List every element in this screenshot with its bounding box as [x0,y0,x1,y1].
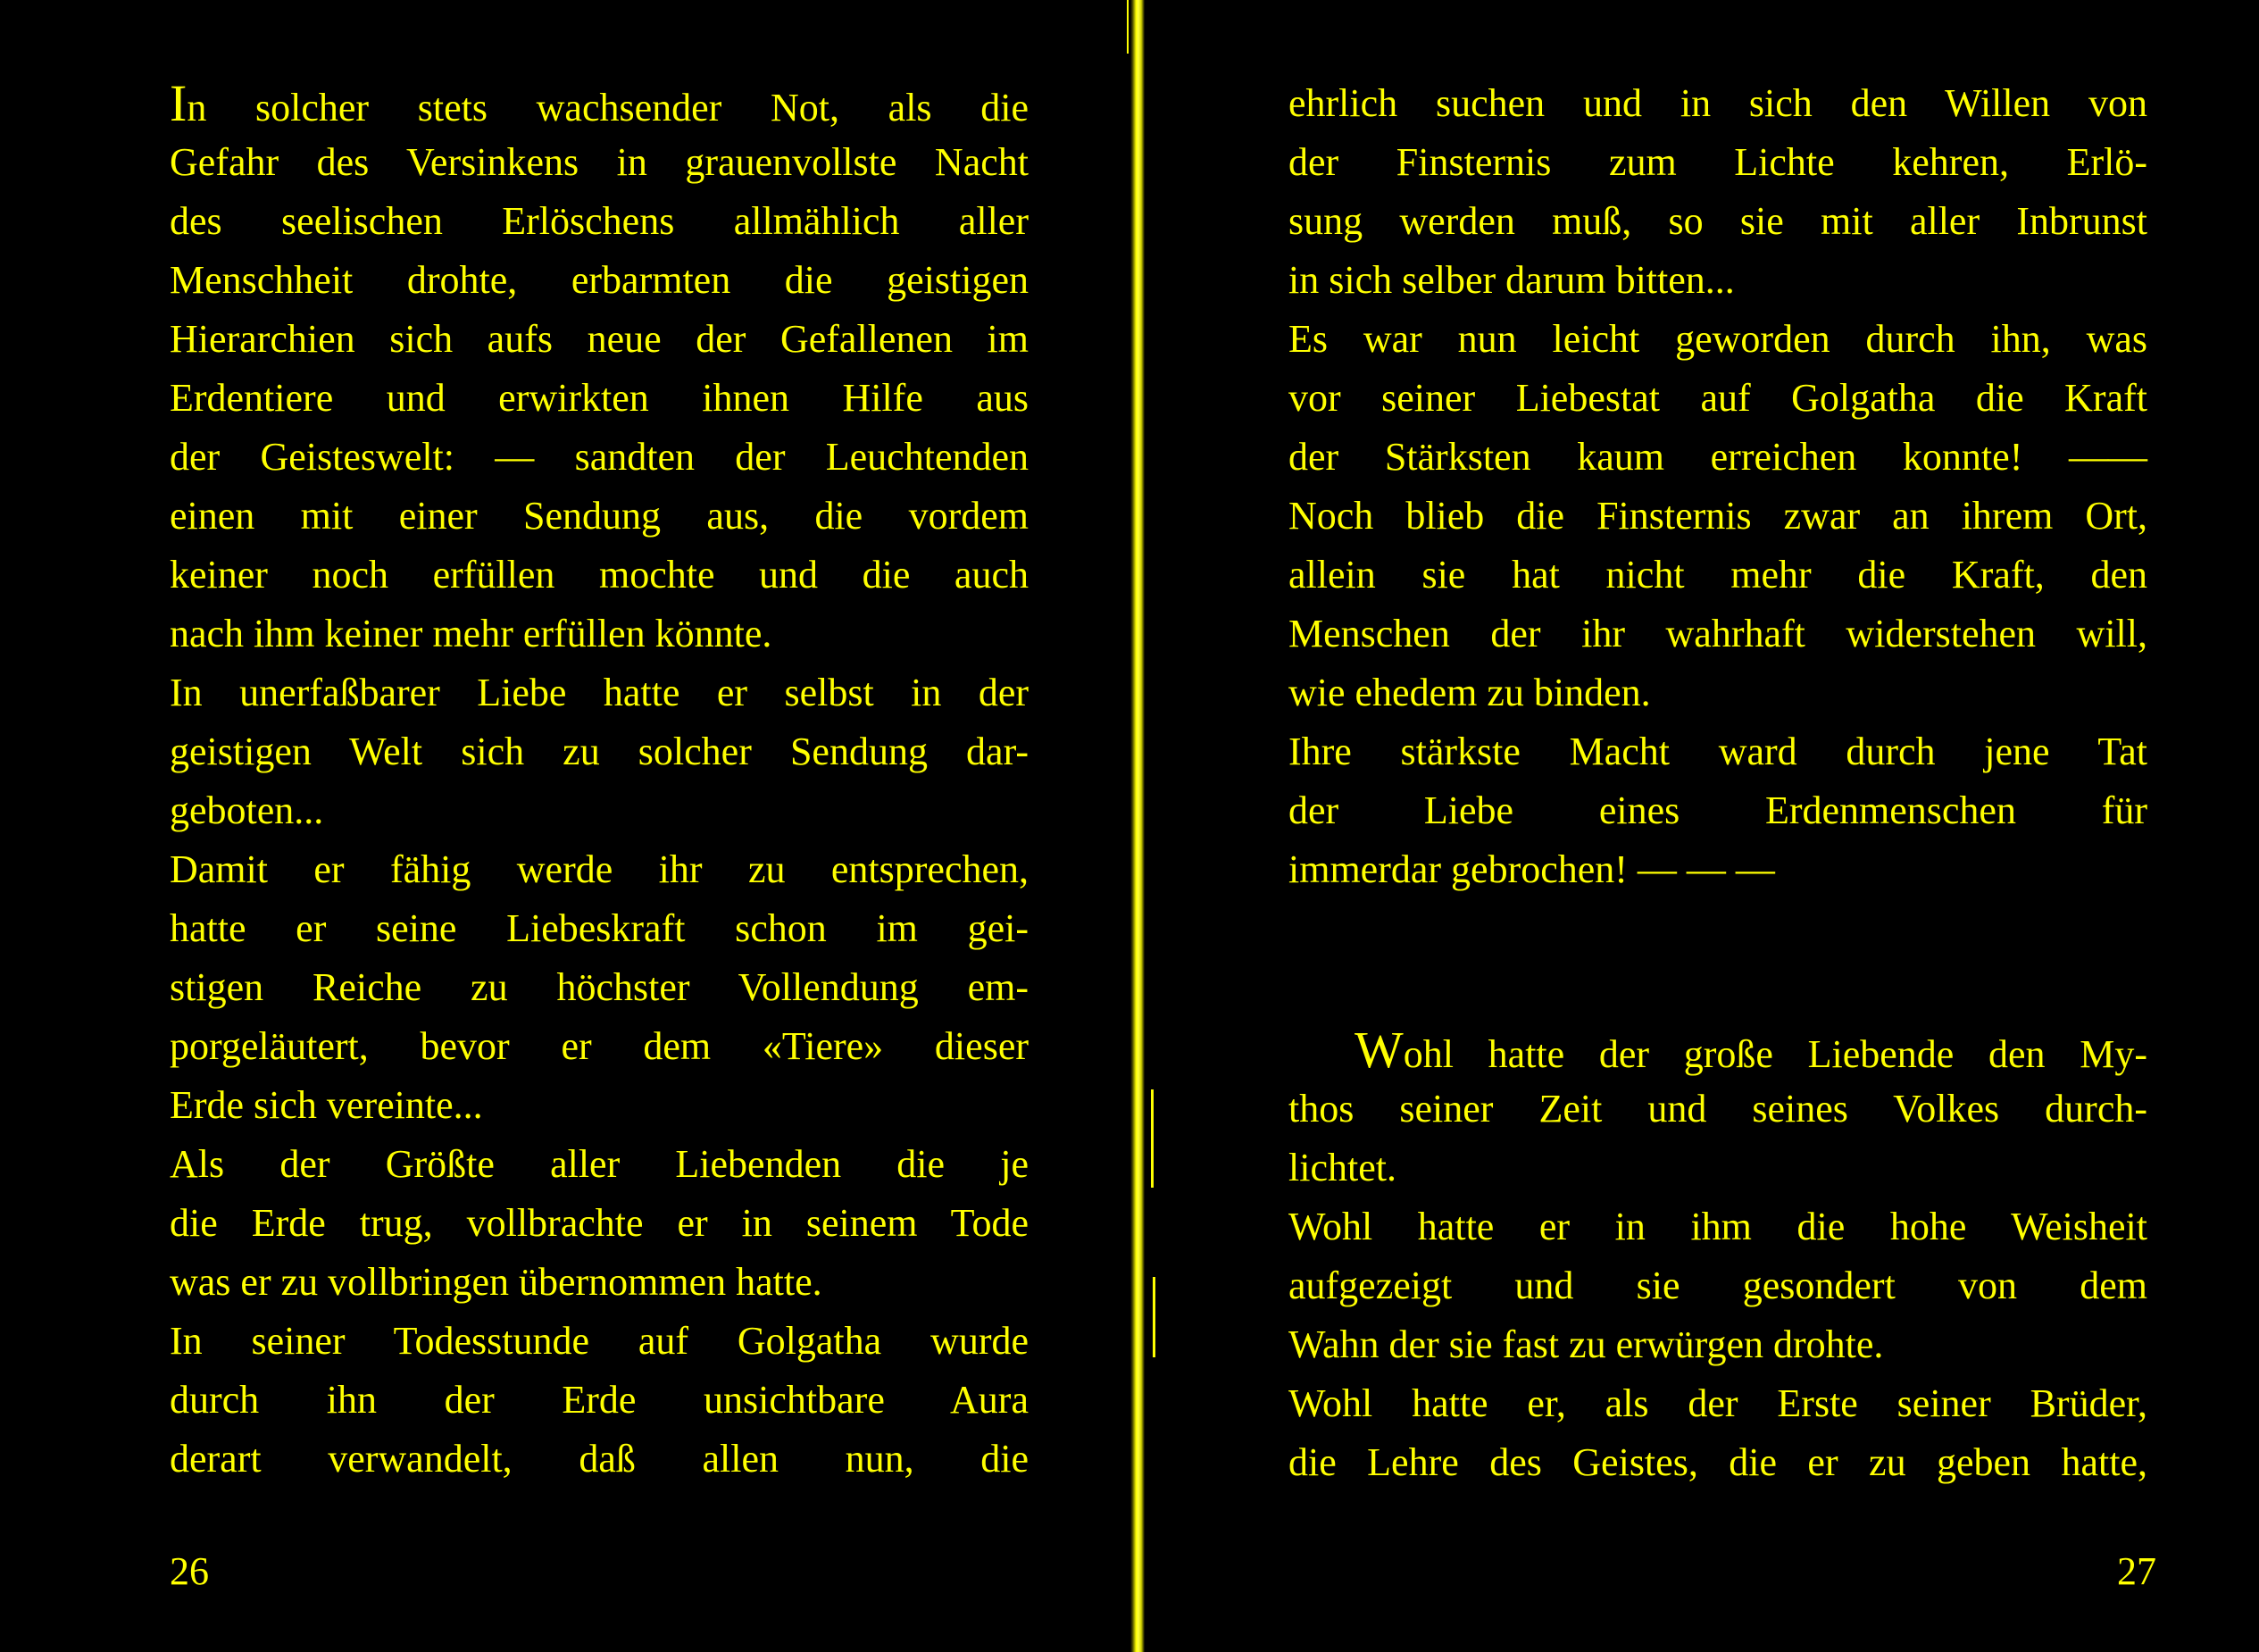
text-line: sung werden muß, so sie mit aller Inbrunst [1288,199,2147,243]
text-line: Es war nun leicht geworden durch ihn, was [1288,317,2147,361]
left-page [170,0,1029,1652]
text-line: In seiner Todesstunde auf Golgatha wurde [170,1319,1029,1363]
text-line: einen mit einer Sendung aus, die vordem [170,494,1029,538]
gutter-scratch [1151,1089,1154,1188]
drop-initial: I [170,74,188,132]
text-line: Damit er fähig werde ihr zu entsprechen, [170,847,1029,891]
text-line: Menschheit drohte, erbarmten die geistigen [170,258,1029,302]
text-line: Wohl hatte er, als der Erste seiner Brüder, [1288,1381,2147,1425]
text-line: der Geisteswelt: — sandten der Leuchtenden [170,435,1029,479]
text-line: Wahn der sie fast zu erwürgen drohte. [1288,1322,1884,1366]
text-line: Ihre stärkste Macht ward durch jene Tat [1288,730,2147,773]
text-line [1288,1021,2147,1079]
text-line: nach ihm keiner mehr erfüllen könnte. [170,612,772,655]
text-line [170,74,1029,132]
text-line: Menschen der ihr wahrhaft widerstehen will, [1288,612,2147,655]
text-line: lichtet. [1288,1146,1396,1189]
text-line: des seelischen Erlöschens allmählich aller [170,199,1029,243]
text-line: thos seiner Zeit und seines Volkes durch- [1288,1087,2147,1131]
text-line: die Lehre des Geistes, die er zu geben hatte, [1288,1440,2147,1484]
text-line-rest: ohl hatte der große Liebende den My- [1403,1032,2147,1076]
drop-initial: W [1355,1021,1404,1079]
gutter-scratch [1127,0,1129,54]
text-line: der Liebe eines Erdenmenschen für [1288,788,2147,832]
text-line: Hierarchien sich aufs neue der Gefallenen im [170,317,1029,361]
page-number: 27 [2117,1549,2156,1593]
text-line-rest: n solcher stets wachsender Not, als die [187,86,1029,129]
right-page [1288,0,2156,1652]
text-line: derart verwandelt, daß allen nun, die [170,1437,1029,1481]
text-line: Als der Größte aller Liebenden die je [170,1142,1029,1186]
text-line: ehrlich suchen und in sich den Willen von [1288,81,2147,125]
text-line: allein sie hat nicht mehr die Kraft, den [1288,553,2147,597]
text-line: Erde sich vereinte... [170,1083,483,1127]
text-line: Gefahr des Versinkens in grauenvollste Nacht [170,140,1029,184]
text-line: Wohl hatte er in ihm die hohe Weisheit [1288,1205,2147,1248]
text-line: der Finsternis zum Lichte kehren, Erlö- [1288,140,2147,184]
gutter-scratch [1153,1277,1155,1357]
text-line: was er zu vollbringen übernommen hatte. [170,1260,822,1304]
text-line: die Erde trug, vollbrachte er in seinem Tode [170,1201,1029,1245]
text-line: in sich selber darum bitten... [1288,258,1735,302]
text-line: wie ehedem zu binden. [1288,671,1651,714]
book-gutter [1130,0,1145,1652]
text-line: In unerfaßbarer Liebe hatte er selbst in der [170,671,1029,714]
text-line: der Stärksten kaum erreichen konnte! —— [1288,435,2147,479]
text-line: stigen Reiche zu höchster Vollendung em- [170,965,1029,1009]
text-line: immerdar gebrochen! — — — [1288,847,1775,891]
text-line: hatte er seine Liebeskraft schon im gei- [170,906,1029,950]
text-line: vor seiner Liebestat auf Golgatha die Kraft [1288,376,2147,420]
text-line: Erdentiere und erwirkten ihnen Hilfe aus [170,376,1029,420]
text-line: durch ihn der Erde unsichtbare Aura [170,1378,1029,1422]
text-line: keiner noch erfüllen mochte und die auch [170,553,1029,597]
text-line: porgeläutert, bevor er dem «Tiere» dieser [170,1024,1029,1068]
text-line: Noch blieb die Finsternis zwar an ihrem Ort, [1288,494,2147,538]
text-line: geistigen Welt sich zu solcher Sendung dar- [170,730,1029,773]
text-line: geboten... [170,788,324,832]
page-number: 26 [170,1549,209,1593]
text-line: aufgezeigt und sie gesondert von dem [1288,1264,2147,1307]
